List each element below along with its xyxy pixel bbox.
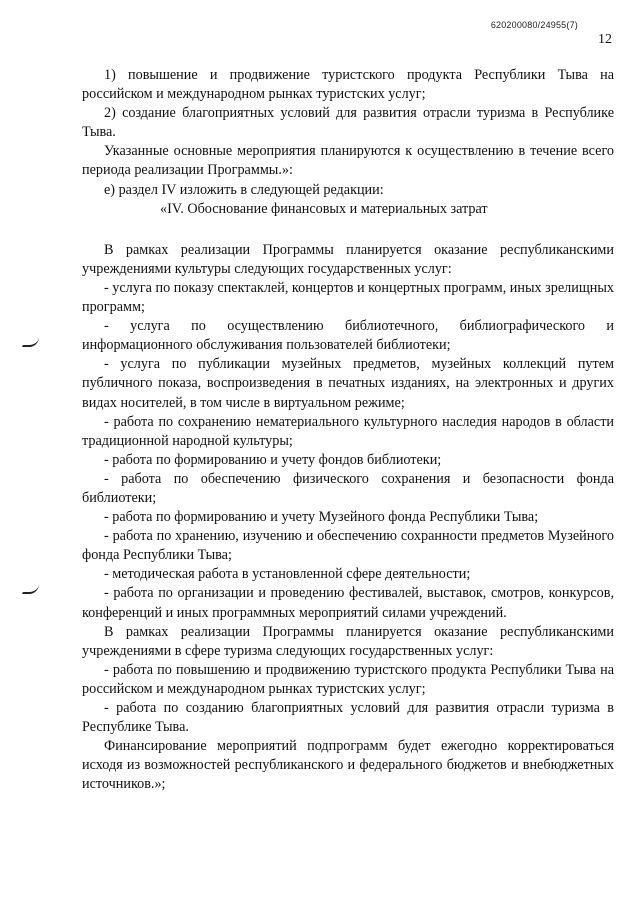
paragraph: 1) повышение и продвижение туристского продукта Республики Тыва на российском и международном рынках туристских услуг;	[82, 67, 614, 103]
list-item: - работа по организации и проведению фестивалей, выставок, смотров, конкурсов, конференций и иных программных мероприятий силами учреждений.	[82, 585, 614, 621]
document-body	[82, 66, 614, 794]
paragraph: е) раздел IV изложить в следующей редакции:	[104, 181, 384, 198]
list-item: - работа по формированию и учету фондов библиотеки;	[104, 451, 442, 468]
paragraph: Указанные основные мероприятия планируются к осуществлению в течение всего периода реализации Программы.»:	[82, 143, 614, 179]
spacer	[82, 219, 614, 241]
list-item: - методическая работа в установленной сфере деятельности;	[104, 566, 471, 583]
list-item: - работа по повышению и продвижению туристского продукта Республики Тыва на российском и международном рынках туристских услуг;	[82, 661, 614, 697]
list-item: - услуга по публикации музейных предметов, музейных коллекций путем публичного показа, воспроизведения в печатных изданиях, на электронных и других видах носителей, в том числе в виртуальном режиме;	[82, 356, 614, 411]
list-item: - услуга по осуществлению библиотечного, библиографического и информационного обслуживания пользователей библиотеки;	[82, 318, 614, 354]
list-item: - работа по хранению, изучению и обеспечению сохранности предметов Музейного фонда Республики Тыва;	[82, 528, 614, 564]
list-item: - работа по формированию и учету Музейного фонда Республики Тыва;	[104, 509, 539, 526]
list-item: - работа по созданию благоприятных условий для развития отрасли туризма в Республике Тыва.	[82, 700, 614, 736]
paragraph: 2) создание благоприятных условий для развития отрасли туризма в Республике Тыва.	[82, 105, 614, 141]
margin-mark	[22, 337, 39, 347]
list-item: - работа по обеспечению физического сохранения и безопасности фонда библиотеки;	[82, 470, 614, 506]
document-id: 620200080/24955(7)	[490, 20, 578, 30]
margin-mark	[22, 584, 39, 594]
list-item: - услуга по показу спектаклей, концертов и концертных программ, иных зрелищных программ;	[82, 279, 614, 316]
paragraph: В рамках реализации Программы планируется оказание республиканскими учреждениями культуры следующих государственных услуг:	[82, 241, 614, 277]
list-item: - работа по сохранению нематериального культурного наследия народов в области традиционной народной культуры;	[82, 413, 614, 449]
section-heading: «IV. Обоснование финансовых и материальных затрат	[160, 200, 488, 217]
paragraph: В рамках реализации Программы планируется оказание республиканскими учреждениями в сфере туризма следующих государственных услуг:	[82, 623, 614, 659]
paragraph: Финансирование мероприятий подпрограмм будет ежегодно корректироваться исходя из возможностей республиканского и федерального бюджетов и внебюджетных источников.»;	[82, 738, 614, 793]
page-number: 12	[598, 32, 612, 47]
